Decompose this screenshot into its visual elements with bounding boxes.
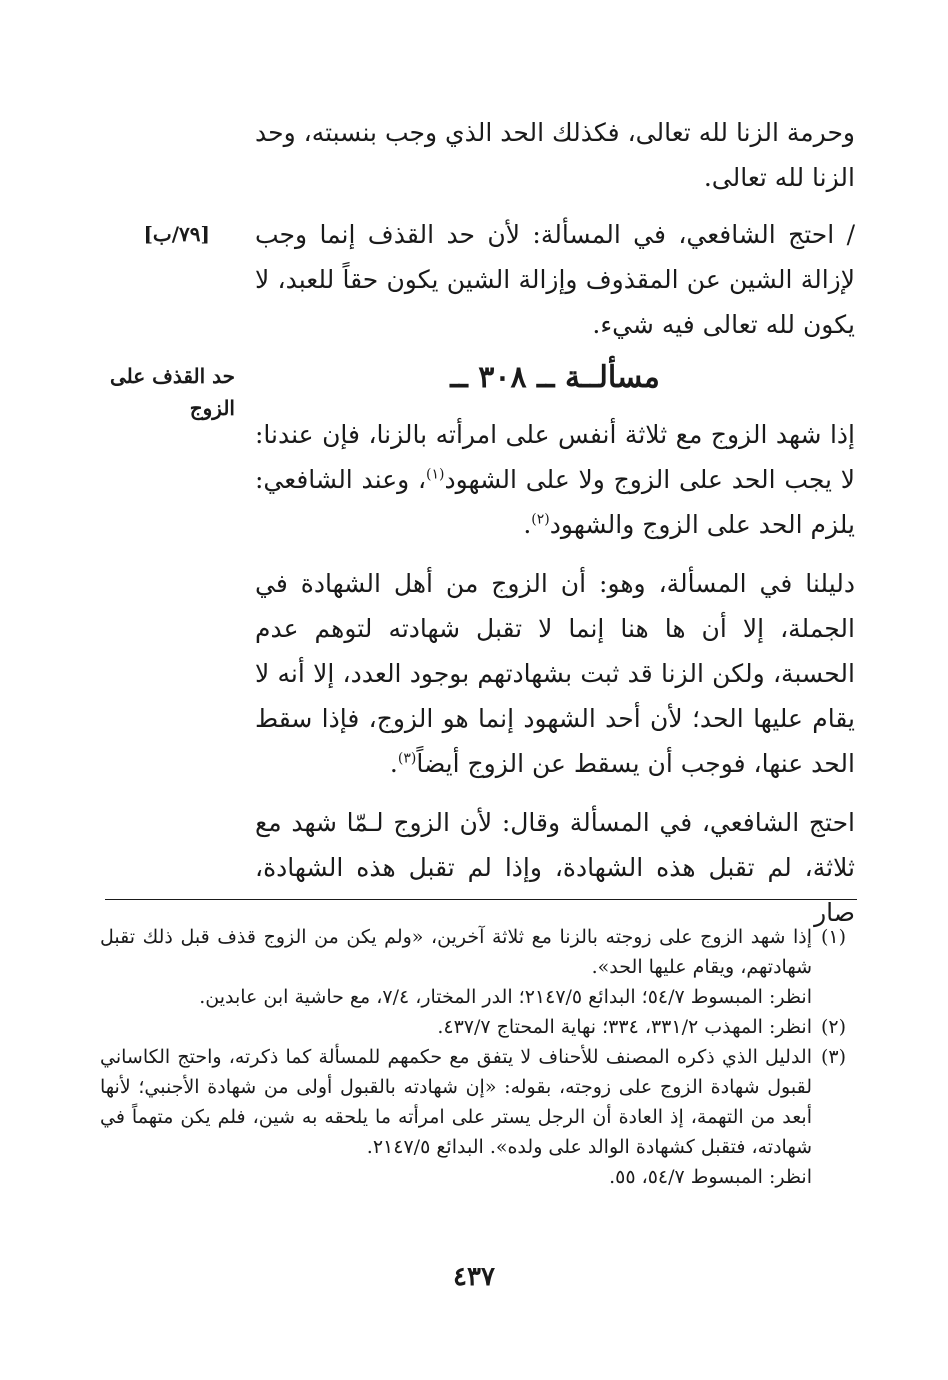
footnote-number: (٣) xyxy=(820,1046,846,1068)
footnote-ref-1: (١) xyxy=(426,466,445,483)
page-number: ٤٣٧ xyxy=(453,1262,495,1292)
issue-heading: مسألــة ــ ٣٠٨ ــ xyxy=(450,360,660,395)
paragraph-shafii-argument: / احتج الشافعي، في المسألة: لأن حد القذف إنما وجب لإزالة الشين عن المقذوف وإزالة الشين يكون حقاً للعبد، لا يكون لله تعالى فيه شيء. xyxy=(255,220,855,339)
folio-marker: [٧٩/ب] xyxy=(143,222,210,246)
footnotes xyxy=(100,922,846,1192)
footnote-3 xyxy=(100,1042,846,1192)
evidence-text-b: . xyxy=(389,749,398,778)
footnote-number: (١) xyxy=(820,926,846,948)
evidence-text-a: دليلنا في المسألة، وهو: أن الزوج من أهل الشهادة في الجملة، إلا أن ها هنا إنما لا تقبل شهادته لتوهم عدم الحسبة، ولكن الزنا قد ثبت بشهادتهم بوجود العدد، إلا أنه لا يقام عليها الحد؛ لأن أحد الشهود إنما هو الزوج، فإذا سقط الحد عنها، فوجب أن يسقط عن الزوج أيضاً xyxy=(255,569,855,778)
footnote-reference: انظر: المبسوط ٥٤/٧؛ البدائع ٢١٤٧/٥؛ الدر المختار، ٧/٤، مع حاشية ابن عابدين. xyxy=(199,986,812,1008)
paragraph-issue-statement xyxy=(255,412,855,547)
paragraph-our-evidence xyxy=(255,561,855,786)
footnote-text: الدليل الذي ذكره المصنف للأحناف لا يتفق مع حكمهم للمسألة كما ذكرته، واحتج الكاساني لقبول شهادة الزوج على زوجته، بقوله: «إن شهادته بالقبول أولى من شهادة الأجنبي؛ لأنها أبعد من التهمة، إذ العادة أن الرجل يستر على امرأته ما يلحقه به شين، فلم يكن متهماً في شهادته، فتقبل كشهادة الوالد على ولده». البدائع ٢١٤٧/٥. xyxy=(100,1046,812,1158)
footnote-text: انظر: المهذب ٣٣١/٢، ٣٣٤؛ نهاية المحتاج ٤٣٧/٧. xyxy=(437,1016,812,1038)
main-text-section xyxy=(255,412,855,935)
main-text-top xyxy=(255,110,855,347)
footnote-2 xyxy=(100,1012,846,1042)
footnote-text: إذا شهد الزوج على زوجته بالزنا مع ثلاثة آخرين، «ولم يكن من الزوج قذف قبل ذلك تقبل شهادتهم، ويقام عليها الحد». xyxy=(100,926,812,978)
issue-text-b: ، وعند الشافعي: يلزم الحد على الزوج والشهود xyxy=(255,465,855,539)
issue-text-c: . xyxy=(523,510,532,539)
footnote-ref-2: (٢) xyxy=(531,511,550,528)
paragraph-continuation: وحرمة الزنا لله تعالى، فكذلك الحد الذي وجب بنسبته، وحد الزنا لله تعالى. xyxy=(255,118,855,192)
footnote-number: (٢) xyxy=(820,1016,846,1038)
issue-text-a: إذا شهد الزوج مع ثلاثة أنفس على امرأته بالزنا، فإن عندنا: لا يجب الحد على الزوج ولا على الشهود xyxy=(255,420,856,494)
margin-topic-note: حد القذف على الزوج xyxy=(109,364,235,420)
footnote-ref-3: (٣) xyxy=(397,750,417,767)
paragraph-shafii-counter: احتج الشافعي، في المسألة وقال: لأن الزوج لـمّا شهد مع ثلاثة، لم تقبل هذه الشهادة، وإذا لم تقبل هذه الشهادة، صار xyxy=(255,808,855,927)
footnote-1 xyxy=(100,922,846,1012)
footnote-divider xyxy=(105,899,857,900)
footnote-reference: انظر: المبسوط ٥٤/٧، ٥٥. xyxy=(609,1166,812,1188)
